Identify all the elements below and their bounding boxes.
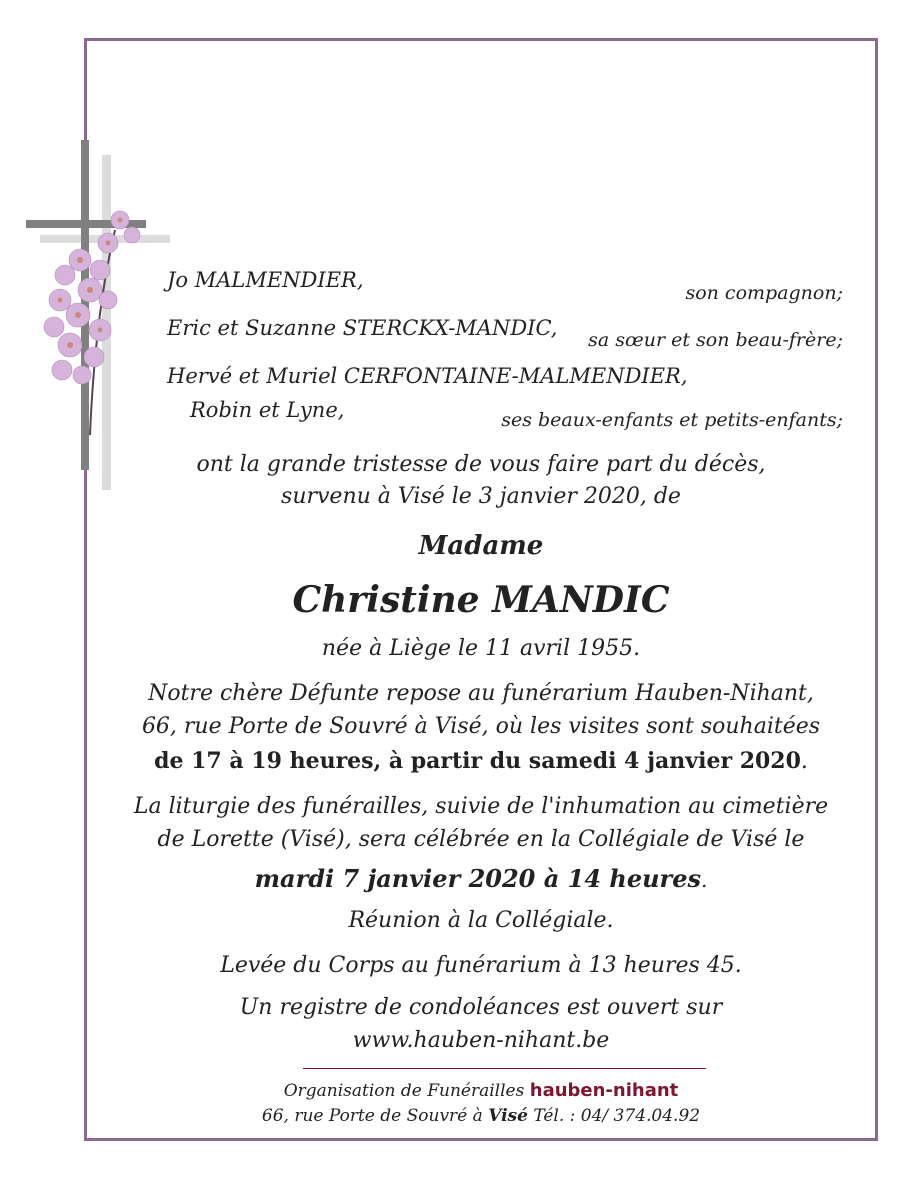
family-names-1: Jo MALMENDIER, (167, 268, 364, 292)
cross-with-orchids-icon (20, 135, 170, 495)
family-names-2: Eric et Suzanne STERCKX-MANDIC, (167, 316, 558, 340)
family-names-3b: Robin et Lyne, (190, 398, 345, 422)
liturgy-line-2: de Lorette (Visé), sera célébrée en la Collégiale de Visé le (157, 827, 805, 852)
reunion-line: Réunion à la Collégiale. (348, 908, 614, 933)
brand-logo: hauben-nihant (529, 1080, 679, 1101)
honorific: Madame (418, 531, 544, 561)
rest-line-1: Notre chère Défunte repose au funérarium Hauben-Nihant, (148, 681, 814, 706)
liturgy-line-1: La liturgie des funérailles, suivie de l'inhumation au cimetière (133, 794, 829, 819)
announce-line-1: ont la grande tristesse de vous faire part du décès, (196, 452, 766, 477)
deceased-name: Christine MANDIC (292, 579, 670, 621)
birth-line: née à Liège le 11 avril 1955. (321, 636, 641, 661)
rest-line-2: 66, rue Porte de Souvré à Visé, où les visites sont souhaitées (141, 714, 821, 739)
family-relation-1: son compagnon; (685, 282, 843, 304)
registry-link[interactable]: www.hauben-nihant.be (352, 1028, 610, 1053)
footer-divider (303, 1068, 706, 1069)
family-names-3: Hervé et Muriel CERFONTAINE-MALMENDIER, (167, 364, 688, 388)
footer-org: Organisation de Funérailles hauben-nihant (283, 1080, 679, 1101)
funeral-date: mardi 7 janvier 2020 à 14 heures. (254, 864, 708, 893)
visit-hours: de 17 à 19 heures, à partir du samedi 4 janvier 2020. (154, 748, 808, 774)
family-relation-3: ses beaux-enfants et petits-enfants; (501, 409, 843, 431)
levee-line: Levée du Corps au funérarium à 13 heures 45. (220, 953, 742, 978)
registry-line-1: Un registre de condoléances est ouvert sur (239, 995, 723, 1020)
announce-line-2: survenu à Visé le 3 janvier 2020, de (281, 484, 681, 509)
footer-address: 66, rue Porte de Souvré à Visé Tél. : 04/ 374.04.92 (261, 1106, 701, 1126)
family-relation-2: sa sœur et son beau-frère; (588, 329, 843, 351)
